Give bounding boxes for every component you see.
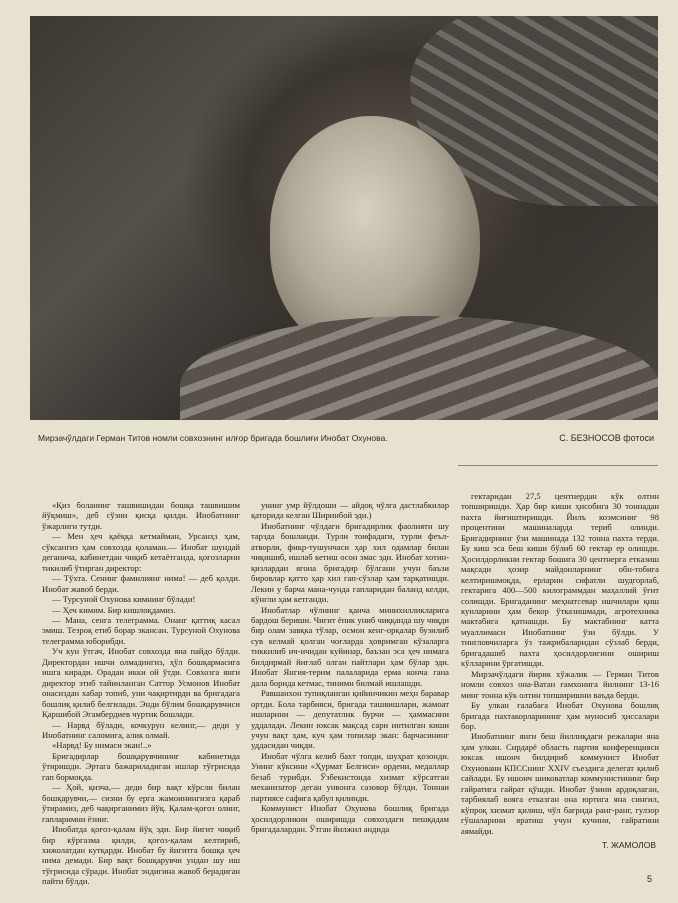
author-signature: Т. ЖАМОЛОВ (602, 840, 656, 850)
paragraph: Уч кун ўтгач, Инобат совхозда яна пайдо бўлди. Директордан ишчи олмадингиз, ҳўл бошқармасига ишга киради. Орадан икки ой ўтди. Совхозга янги директор этиб тайинланган Саттор Усмонов Инобат онасиздан хабар топиб, уни чақиртирди ва бригадага бошлиқ қилиб белгилади. Энди бўлим бошқарувчиси Қаршибой Эгамбердиев чуртик бошлади. (42, 646, 240, 720)
paragraph: — Ҳеч кимим. Бир кишлоқдамиз. (52, 604, 176, 615)
text-column-3 (461, 491, 659, 836)
paragraph: — Турсуной Охунова кимнинг бўлади! (52, 594, 196, 605)
paragraph: гектаридан 27,5 центнердан кўк олтин топширишди. Ҳар бир киши ҳисобига 30 тоннадан пахта йиғиштиришди. Йилъ коэмсиниг 98 процентини машиналарда териб олинди. Бригадирнинг ўзи машинада 132 тонна пахта терди. Бу киш эса беш киши бўлиб 60 гектар ер олишди. Ҳосилдорликни гектар бошига 30 центнерга етказиш мақсади ҳозир майдонларнинг обн-тобига келтиришмоқда, ерларни сифатли шудгорлаб, гектарига 400—500 килограммдан маҳаллий ўғит солишди. Бригаданинг меҳнатсевар ишчилари қиш кунларини ҳам бекор ўтказишмади, агротехника мактабига қатнашди. Бу мактабнинг катта муаллимаси Инобатнинг ўзи бўлди. У тингловчиларга ўз тажрибаларидан сўзлаб берди, бригадашиб пахта ҳосилдорлигини ошириш кўлларини ўргатишди. (461, 491, 659, 669)
text-column-1 (42, 500, 240, 887)
paragraph: Равшанхон тупиқланган қийинчикин меҳн баравар ортди. Бола тарбияси, бригада ташвишлари, жамоат ишларини — депутатлик бурчи — ҳаммасини уддалади. Лекин юксак мақсад сари интилган киши учун вақт ҳам, куч ҳам топилар экан: барчасининг уддасидан чиқди. (251, 688, 449, 751)
paragraph: Инобатда қоғоз-қалам йўқ эди. Бир йигит чиқиб бир кўргазма қилди, қоғоз-қалам келтириб, хижолатдан кутқарди. Инобат бу йигитга бошқа ҳеч нима демади. Бир вақт бошқарувчи ундан шу иш тўғрисида сўради. Инобат эндигина жавоб берадиган пайти бўлди. (42, 824, 240, 887)
paragraph: «Қиз боланинг ташвишидан бошқа ташвишим йўқмиш», деб сўзни қисқа қилди. Инобатнинг ўжарлиги тутди. (42, 500, 240, 531)
portrait-photo (30, 16, 658, 420)
paragraph: Инобат чўлга келиб бахт топди, шуҳрат қозонди. Унинг кўксини «Ҳурмат Белгиси» ордени, медаллар безаб турибди. Ўзбекистонда хизмат кўрсатган механизатор деган унвонга сазовор бўлди. Тоннаи партиясе сафига қабул қилинди. (251, 750, 449, 803)
paragraph: Мирзачўлдаги йирик хўжалик — Герман Титов номли совхоз она-Ватан ғамхонига йилнинг 13-16 минг тонна кўк олтин топширишни ваъда берди. (461, 668, 659, 700)
paragraph: — Нарвд бўлади, кочкурун келинг,— деди у Инобатнинг саломига, алик олмай. (42, 719, 240, 740)
paragraph: Инобатнинг янги беш йиллиқдаги режалари яна ҳам улкан. Сирдарё область партия конференцияси юксак ишонч билдириб коммунист Инобат Охуновани КПССнинг XXIV съездига делегат қилиб сайлади. Бу ишонч шиковатлар коммунистининг бир гайратига гайрат қўшди. Инобат ўзини ардоқлаган, тарбиялаб вояга етказган она юртига яна сингил, кўпроқ хизмат қилиш, чўл бағрида ранг-ранг, гулзор гўшаларини яратиш учун кучини, гайратини аямайди. (461, 731, 659, 836)
photo-credit: С. БЕЗНОСОВ фотоси (559, 433, 654, 443)
paragraph: — Тўхта. Сенинг фамилиянг нима! — деб қолди. Инобат жавоб берди. (42, 573, 240, 594)
paragraph: «Нарвд! Бу нимаси экан!..» (52, 740, 152, 751)
photo-caption-bar (30, 433, 658, 447)
shawl (180, 316, 658, 420)
paragraph: унинг умр йўлдоши — айдоқ чўлга дастлабкилар қаторида келган Ширинбой эди.) (251, 500, 449, 521)
paragraph: — Мана, сенга телеграмма. Онанг қаттиқ касал эмиш. Тезроқ етиб борар экансан. Турсуной Охунова телеграмма юборибди. (42, 614, 240, 646)
text-column-2 (251, 500, 449, 835)
divider (458, 465, 658, 466)
paragraph: Бригадирлар бошқарувчининг кабинетида ўтиришди. Эртага бажариладиган ишлар тўғрисида гап бормоқда. (42, 750, 240, 782)
paragraph: — Ҳой, қизча,— деди бир вақт кўрсли билан бошқарувчи,— сизни бу ерга жамоинингизга қараб ўтирамиз, деб чақирганимиз йўқ. Қалам-қоғоз олинг, гапларимни ёзинг. (42, 782, 240, 824)
paragraph: — Мен ҳеч қаёққа кетмайман, Урсанҳз ҳам, сўксангиз ҳам совхозда қоламан.— Инобат шундай деганича, кабинетдан чиқиб кетаётганда, қоғозларни тикилиб ўтирган директор: (42, 531, 240, 573)
page-number: 5 (646, 874, 652, 884)
paragraph: Бу улкан ғалабага Инобат Охунова бошлиқ бригада пахтакорларининг ҳам муносиб ҳиссалари бор. (461, 700, 659, 731)
paragraph: Инобатнинг чўлдаги бригадирлик фаолияти шу тарзда бошланди. Турли тоифадаги, турли феъл-атворли, фикр-тушунчаси ҳар хил одамлар билан чиқишиб, ишлаб кетиш осон эмас эди. Инобат хотин-қизлардан ягона бригадир бўлгани учун баъзи бировлар қатто ҳар хил гап-сўзлар ҳам тарқатишди. Лекин у барча мана-чунда гапларидан баланд келди, кўнгли ҳам кетганди. (251, 520, 449, 605)
paragraph: Инобатлар чўлнинг қанча минихилликларига бардош бериши. Чигит ёпик униб чиққанда шу чиқди бир олам завқка тўлар, осмон кенг-орқалар бузилиб сув келмай қолган чоғларда ҳовримган кўзаларга тиккилиб ич-ичидан куйинар, баъзан эса ҳеч нимага билдирмай йиғлаб олган пайтлари ҳам бўлар эди. Инобат Янгия-терим палаларида ерма конча гана дала борида кетмас, тинимн билмай ишлашди. (251, 604, 449, 688)
photo-caption: Мирзачўлдаги Герман Титов номли совхознинг илғор бригада бошлиғи Инобат Охунова. (38, 433, 388, 443)
paragraph: Коммунист Инобат Охунова бошлиқ бригада ҳосилдорликни оширишда совхоздаги пешқадам бригадалардан. Ўтган йилжил андида (251, 803, 449, 835)
